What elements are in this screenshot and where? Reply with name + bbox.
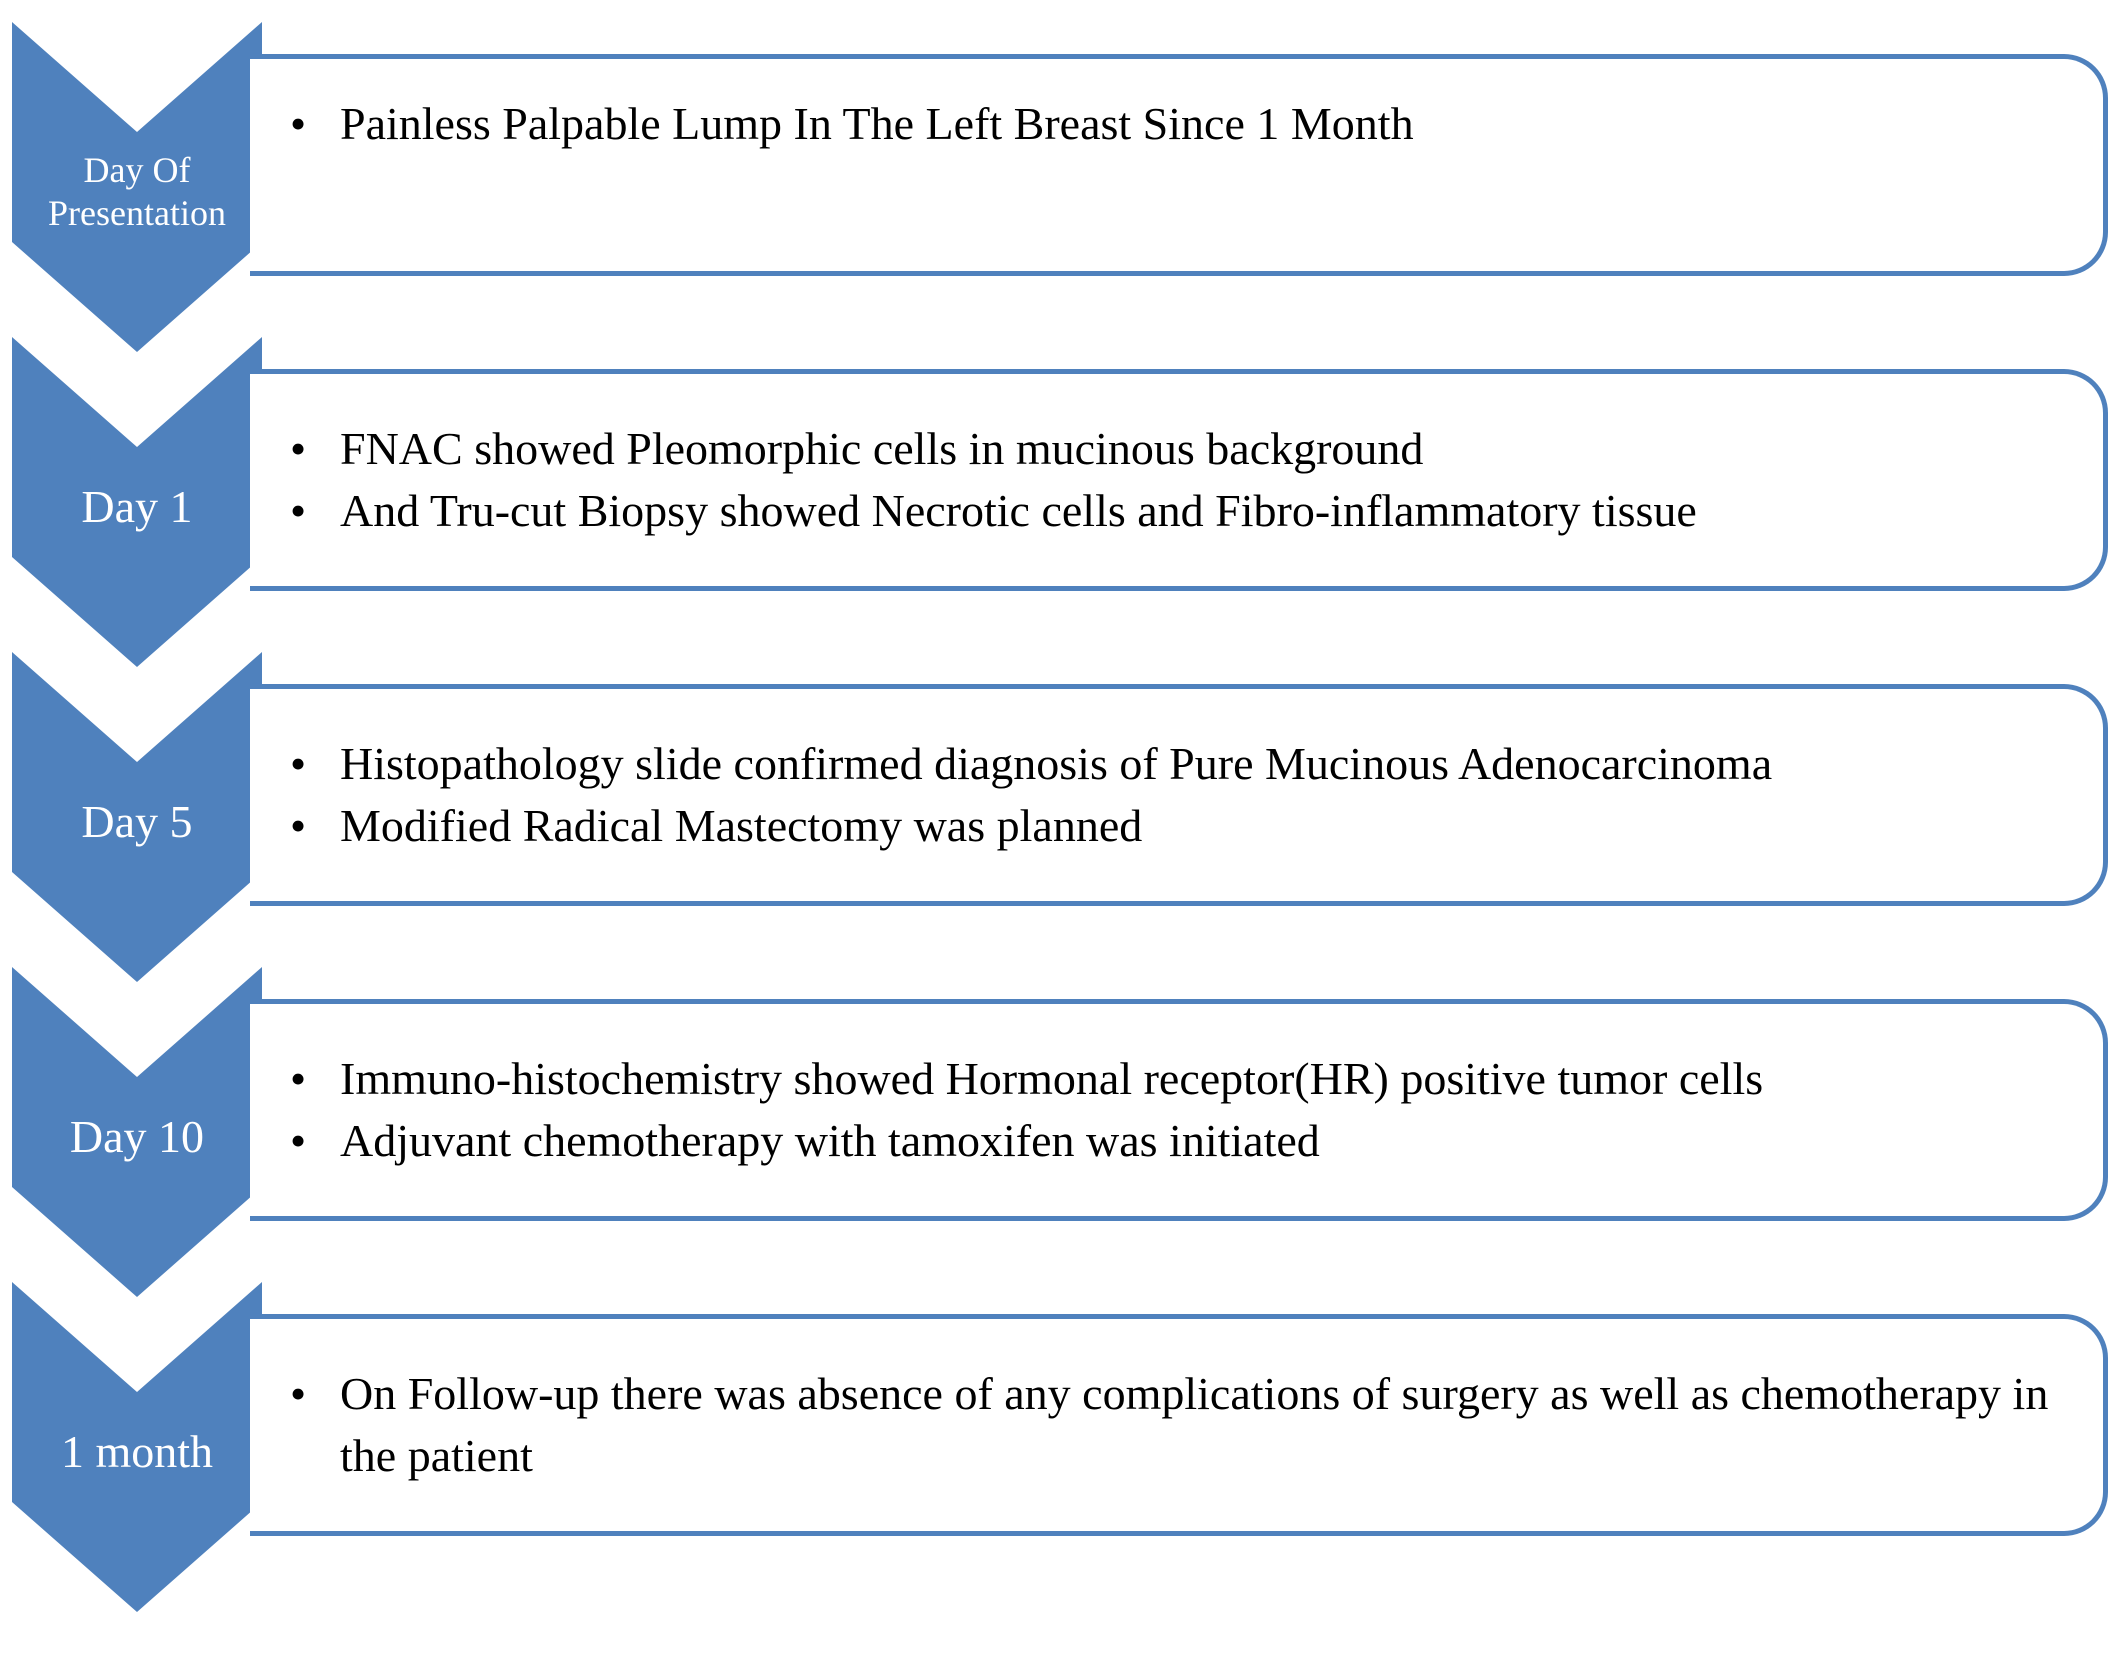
bullet-icon: • bbox=[290, 423, 307, 474]
bullet-list bbox=[290, 93, 2063, 155]
step-detail-box bbox=[250, 999, 2108, 1221]
bullet-item bbox=[290, 1048, 2063, 1110]
bullet-item bbox=[290, 418, 2063, 480]
bullet-item bbox=[290, 1363, 2063, 1487]
bullet-text: Immuno-histochemistry showed Hormonal receptor(HR) positive tumor cells bbox=[340, 1053, 1764, 1104]
step-detail-box bbox=[250, 684, 2108, 906]
bullet-text: On Follow-up there was absence of any complications of surgery as well as chemotherapy in the patient bbox=[340, 1368, 2049, 1481]
bullet-list bbox=[290, 1363, 2063, 1487]
bullet-list bbox=[290, 418, 2063, 542]
step-detail-box bbox=[250, 369, 2108, 591]
bullet-item bbox=[290, 480, 2063, 542]
step-label: Day 5 bbox=[81, 795, 193, 847]
timeline-step-day-5 bbox=[0, 652, 2128, 982]
bullet-text: Painless Palpable Lump In The Left Breast Since 1 Month bbox=[340, 98, 1414, 149]
bullet-icon: • bbox=[290, 1368, 307, 1419]
bullet-icon: • bbox=[290, 485, 307, 536]
bullet-icon: • bbox=[290, 1053, 307, 1104]
bullet-icon: • bbox=[290, 1115, 307, 1166]
bullet-item bbox=[290, 795, 2063, 857]
timeline-step-day-of-presentation bbox=[0, 22, 2128, 352]
bullet-text: And Tru-cut Biopsy showed Necrotic cells and Fibro-inflammatory tissue bbox=[340, 485, 1697, 536]
bullet-text: Adjuvant chemotherapy with tamoxifen was initiated bbox=[340, 1115, 1320, 1166]
step-detail-box bbox=[250, 1314, 2108, 1536]
bullet-icon: • bbox=[290, 800, 307, 851]
bullet-text: Modified Radical Mastectomy was planned bbox=[340, 800, 1143, 851]
bullet-item bbox=[290, 1110, 2063, 1172]
step-detail-box bbox=[250, 54, 2108, 276]
bullet-text: FNAC showed Pleomorphic cells in mucinous background bbox=[340, 423, 1424, 474]
bullet-text: Histopathology slide confirmed diagnosis of Pure Mucinous Adenocarcinoma bbox=[340, 738, 1773, 789]
timeline-step-day-1 bbox=[0, 337, 2128, 667]
step-label: 1 month bbox=[60, 1425, 214, 1477]
timeline-step-day-10 bbox=[0, 967, 2128, 1297]
bullet-item bbox=[290, 93, 2063, 155]
step-label: Day 10 bbox=[69, 1110, 205, 1162]
step-label: Day 1 bbox=[81, 480, 193, 532]
bullet-list bbox=[290, 733, 2063, 857]
timeline-step-1-month bbox=[0, 1282, 2128, 1612]
step-label: Day Of Presentation bbox=[48, 149, 226, 233]
bullet-icon: • bbox=[290, 98, 307, 149]
bullet-icon: • bbox=[290, 738, 307, 789]
bullet-list bbox=[290, 1048, 2063, 1172]
bullet-item bbox=[290, 733, 2063, 795]
